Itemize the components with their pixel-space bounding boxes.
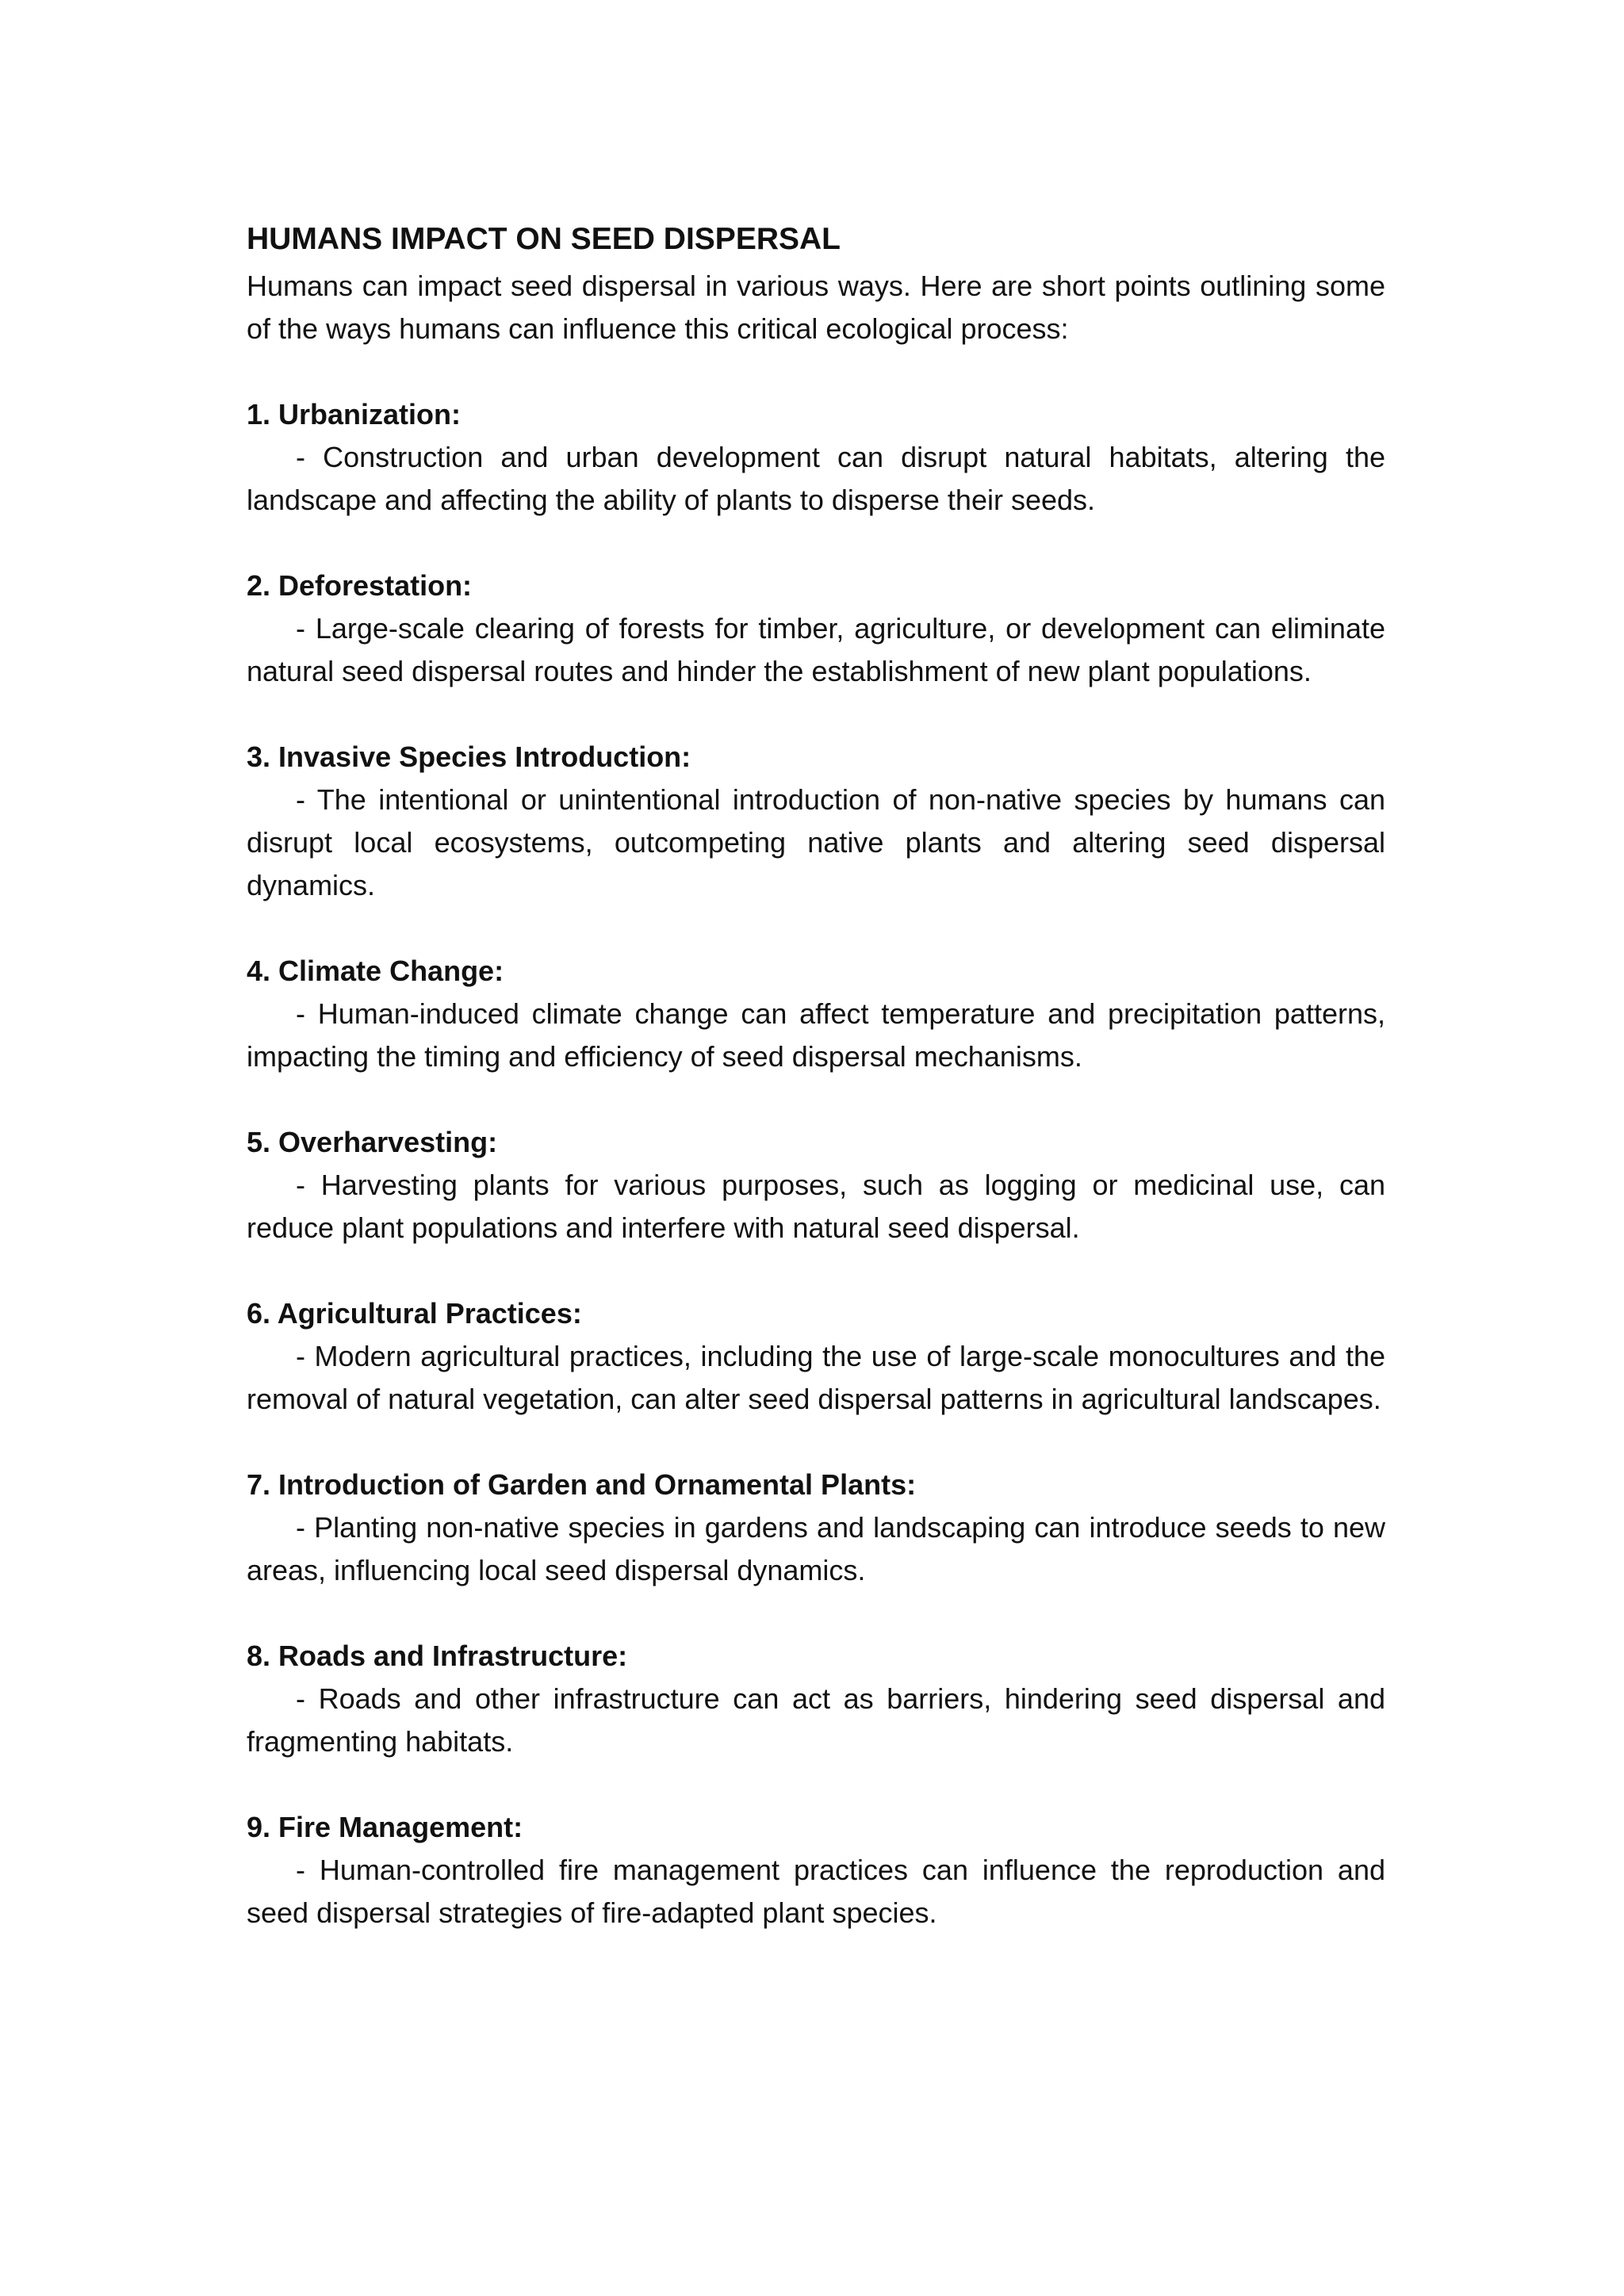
- section-heading: 7. Introduction of Garden and Ornamental Plants:: [247, 1468, 917, 1501]
- section-heading: 6. Agricultural Practices:: [247, 1297, 582, 1330]
- section-heading: 1. Urbanization:: [247, 398, 462, 430]
- section-invasive-species: [247, 736, 1385, 907]
- section-text: - Modern agricultural practices, including the use of large-scale monocultures and the removal of natural vegetation, can alter seed dispersal patterns in agricultural landscapes.: [247, 1340, 1385, 1415]
- section-text: - Large-scale clearing of forests for timber, agriculture, or development can eliminate natural seed dispersal routes and hinder the establishment of new plant populations.: [247, 612, 1385, 687]
- section-heading: 3. Invasive Species Introduction:: [247, 740, 691, 773]
- section-roads-infrastructure: [247, 1635, 1385, 1763]
- section-text: - Harvesting plants for various purposes, such as logging or medicinal use, can reduce plant populations and interfere with natural seed dispersal.: [247, 1169, 1385, 1244]
- section-text: - Human-controlled fire management practices can influence the reproduction and seed dispersal strategies of fire-adapted plant species.: [247, 1854, 1385, 1929]
- section-text: - Planting non-native species in gardens and landscaping can introduce seeds to new areas, influencing local seed dispersal dynamics.: [247, 1511, 1385, 1586]
- section-text: - Construction and urban development can disrupt natural habitats, altering the landscape and affecting the ability of plants to disperse their seeds.: [247, 441, 1385, 516]
- section-heading: 4. Climate Change:: [247, 955, 504, 987]
- section-heading: 2. Deforestation:: [247, 569, 473, 602]
- document-page: [247, 216, 1385, 1934]
- section-urbanization: [247, 393, 1385, 522]
- section-text: - Human-induced climate change can affect temperature and precipitation patterns, impacting the timing and efficiency of seed dispersal mechanisms.: [247, 997, 1385, 1073]
- section-heading: 8. Roads and Infrastructure:: [247, 1640, 628, 1672]
- section-garden-plants: [247, 1464, 1385, 1592]
- document-title: HUMANS IMPACT ON SEED DISPERSAL: [247, 222, 841, 256]
- section-heading: 9. Fire Management:: [247, 1811, 523, 1843]
- intro-paragraph: Humans can impact seed dispersal in various ways. Here are short points outlining some of the ways humans can influence this critical ecological process:: [247, 270, 1385, 345]
- section-climate-change: [247, 950, 1385, 1078]
- section-overharvesting: [247, 1121, 1385, 1249]
- section-text: - The intentional or unintentional introduction of non-native species by humans can disrupt local ecosystems, outcompeting native plants and altering seed dispersal dynamics.: [247, 783, 1385, 901]
- section-deforestation: [247, 564, 1385, 693]
- section-heading: 5. Overharvesting:: [247, 1126, 498, 1158]
- section-agricultural-practices: [247, 1292, 1385, 1421]
- section-fire-management: [247, 1806, 1385, 1934]
- section-text: - Roads and other infrastructure can act as barriers, hindering seed dispersal and fragmenting habitats.: [247, 1682, 1385, 1758]
